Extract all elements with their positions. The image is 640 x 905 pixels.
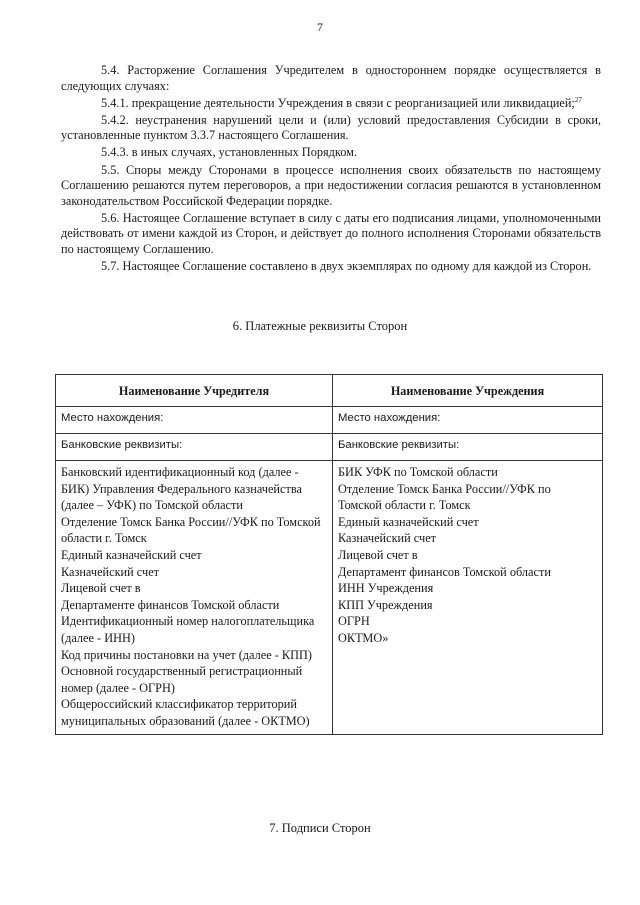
footnote-ref-27: 27 <box>574 95 582 104</box>
clause-5-7-text: 5.7. Настоящее Соглашение составлено в двух экземплярах по одному для каждой из Сторон. <box>101 259 592 274</box>
clause-5-4-2-text: 5.4.2. неустранения нарушений цели и (или) условий предоставления Субсидии в сроки, установленные пунктом 3.3.7 настоящего Соглашения. <box>61 112 601 143</box>
clause-5-6 <box>61 211 601 258</box>
clause-5-4 <box>61 63 601 94</box>
institution-bank-label: Банковские реквизиты: <box>333 434 603 461</box>
header-institution: Наименование Учреждения <box>333 375 603 407</box>
institution-detail-personal-account: Лицевой счет в <box>338 547 418 562</box>
clause-5-5 <box>61 163 601 210</box>
payment-details-table <box>55 374 603 735</box>
clause-5-4-1-text: 5.4.1. прекращение деятельности Учреждения в связи с реорганизацией или ликвидацией; <box>101 95 575 110</box>
founder-location: Место нахождения: <box>56 407 333 434</box>
founder-detail-oktmo: Общероссийский классификатор территорий муниципальных образований (далее - ОКТМО) <box>61 697 310 728</box>
founder-detail-personal-account: Лицевой счет в <box>61 581 141 596</box>
institution-details <box>333 461 603 735</box>
institution-detail-oktmo: ОКТМО» <box>338 630 389 645</box>
details-row <box>56 461 603 735</box>
institution-location: Место нахождения: <box>333 407 603 434</box>
bank-row <box>56 434 603 461</box>
clause-5-4-3 <box>61 145 601 161</box>
institution-detail-treasury-account: Казначейский счет <box>338 531 437 546</box>
founder-detail-bank: Отделение Томск Банка России//УФК по Томской области г. Томск <box>61 514 321 546</box>
section-7-title: 7. Подписи Сторон <box>269 821 371 835</box>
institution-detail-ogrn: ОГРН <box>338 614 370 629</box>
page-number: 7 <box>317 20 323 34</box>
section-5-clauses <box>61 63 601 276</box>
founder-bank-label: Банковские реквизиты: <box>56 434 333 461</box>
founder-detail-inn: Идентификационный номер налогоплательщика (далее - ИНН) <box>61 614 315 645</box>
location-row <box>56 407 603 434</box>
founder-detail-unified-account: Единый казначейский счет <box>61 547 202 562</box>
founder-detail-kpp: Код причины постановки на учет (далее - КПП) <box>61 647 312 662</box>
section-6-title: 6. Платежные реквизиты Сторон <box>232 319 408 333</box>
institution-detail-bank: Отделение Томск Банка России//УФК по Томской области г. Томск <box>338 481 551 513</box>
clause-5-6-text: 5.6. Настоящее Соглашение вступает в силу с даты его подписания лицами, уполномоченными действовать от имени каждой из Сторон, и действует до полного исполнения Сторонами обязательств по настоящему Соглашению. <box>61 210 601 257</box>
founder-detail-ogrn: Основной государственный регистрационный номер (далее - ОГРН) <box>61 664 303 695</box>
clause-5-4-2 <box>61 113 601 144</box>
founder-details <box>56 461 333 735</box>
institution-detail-inn: ИНН Учреждения <box>338 581 434 596</box>
institution-detail-bik: БИК УФК по Томской области <box>338 465 498 479</box>
institution-detail-unified-account: Единый казначейский счет <box>338 514 479 529</box>
institution-detail-department: Департамент финансов Томской области <box>338 564 551 579</box>
clause-5-5-text: 5.5. Споры между Сторонами в процессе исполнения своих обязательств по настоящему Соглашению решаются путем переговоров, а при недостижении согласия решаются в установленном законодательством Российской Федерации порядке. <box>61 162 601 208</box>
clause-5-4-1 <box>61 96 601 112</box>
clause-5-7 <box>61 259 601 275</box>
founder-detail-bik: Банковский идентификационный код (далее - БИК) Управления Федерального казначейства (далее – УФК) по Томской области <box>61 465 302 513</box>
table-header-row <box>56 375 603 407</box>
header-founder: Наименование Учредителя <box>56 375 333 407</box>
clause-5-4-text: 5.4. Расторжение Соглашения Учредителем в одностороннем порядке осуществляется в следующих случаях: <box>61 63 601 93</box>
institution-detail-kpp: КПП Учреждения <box>338 597 433 612</box>
clause-5-4-3-text: 5.4.3. в иных случаях, установленных Порядком. <box>101 145 358 160</box>
founder-detail-department: Департаменте финансов Томской области <box>61 597 280 612</box>
founder-detail-treasury-account: Казначейский счет <box>61 564 160 579</box>
